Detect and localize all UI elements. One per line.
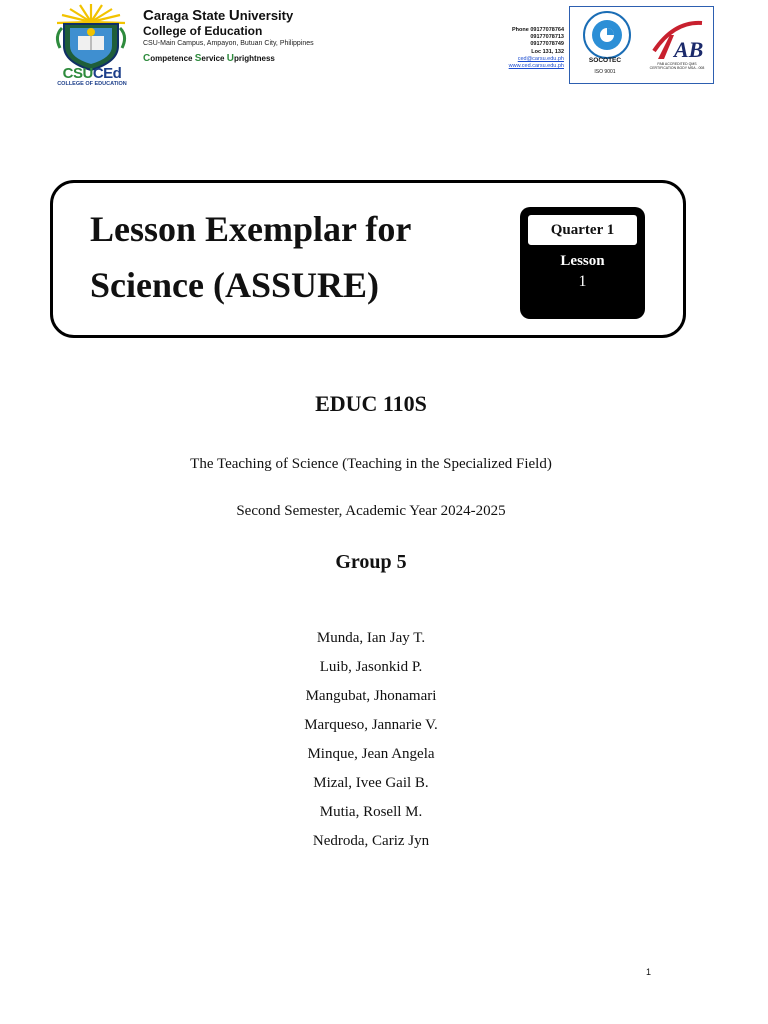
contact-phone-3: 09177078749 — [530, 41, 564, 48]
college-name: College of Education — [143, 24, 263, 38]
group-members-list — [0, 624, 742, 856]
member-name: Nedroda, Cariz Jyn — [312, 833, 430, 849]
logo-subtitle: COLLEGE OF EDUCATION — [57, 81, 127, 87]
university-address: CSU-Main Campus, Ampayon, Butuan City, Philippines — [143, 40, 314, 47]
member-name: Mizal, Ivee Gail B. — [313, 775, 429, 791]
svg-text:AB: AB — [674, 37, 704, 62]
certification-box — [569, 6, 714, 84]
socotec-label: SOCOTEC — [588, 57, 622, 64]
semester-info: Second Semester, Academic Year 2024-2025 — [236, 503, 506, 519]
university-info — [143, 8, 314, 66]
contact-info — [440, 27, 564, 70]
contact-phone-1: Phone 09177078764 — [512, 27, 564, 33]
contact-local: Loc 131, 132 — [531, 48, 564, 55]
university-motto: Competence Service Uprightness — [143, 53, 275, 64]
lesson-number: 1 — [578, 273, 587, 290]
iso-label: ISO 9001 — [594, 69, 616, 75]
title-box — [50, 180, 686, 338]
logo-csu-text: CSU — [62, 65, 93, 82]
member-name: Mangubat, Jhonamari — [305, 688, 437, 704]
contact-website-link[interactable]: www.ced.carsu.edu.ph — [508, 63, 564, 70]
member-name: Minque, Jean Angela — [307, 746, 435, 762]
group-name: Group 5 — [335, 551, 407, 573]
course-code: EDUC 110S — [315, 391, 427, 416]
college-logo-text — [52, 66, 132, 88]
title-line-2: Science (ASSURE) — [90, 265, 379, 305]
title-line-1: Lesson Exemplar for — [90, 209, 412, 249]
quarter-label: Quarter 1 — [528, 215, 637, 245]
page-number: 1 — [646, 967, 652, 977]
document-title — [90, 201, 411, 313]
quarter-lesson-badge — [520, 207, 645, 319]
university-name: Caraga State University — [143, 7, 294, 24]
document-header — [0, 0, 768, 100]
member-name: Luib, Jasonkid P. — [319, 659, 423, 675]
lesson-label: Lesson — [560, 253, 605, 269]
member-name: Marqueso, Jannarie V. — [304, 717, 438, 733]
member-name: Munda, Ian Jay T. — [316, 630, 426, 646]
iab-caption: PAB ACCREDITED QMS CERTIFICATION BODY MSA - 008 — [649, 62, 705, 70]
member-name: Mutia, Rosell M. — [319, 804, 423, 820]
course-title: The Teaching of Science (Teaching in the Specialized Field) — [190, 456, 552, 472]
contact-phone-2: 09177078713 — [530, 34, 564, 41]
contact-email-link[interactable]: ced@carsu.edu.ph — [517, 55, 564, 62]
logo-ced-text: CEd — [92, 65, 122, 82]
